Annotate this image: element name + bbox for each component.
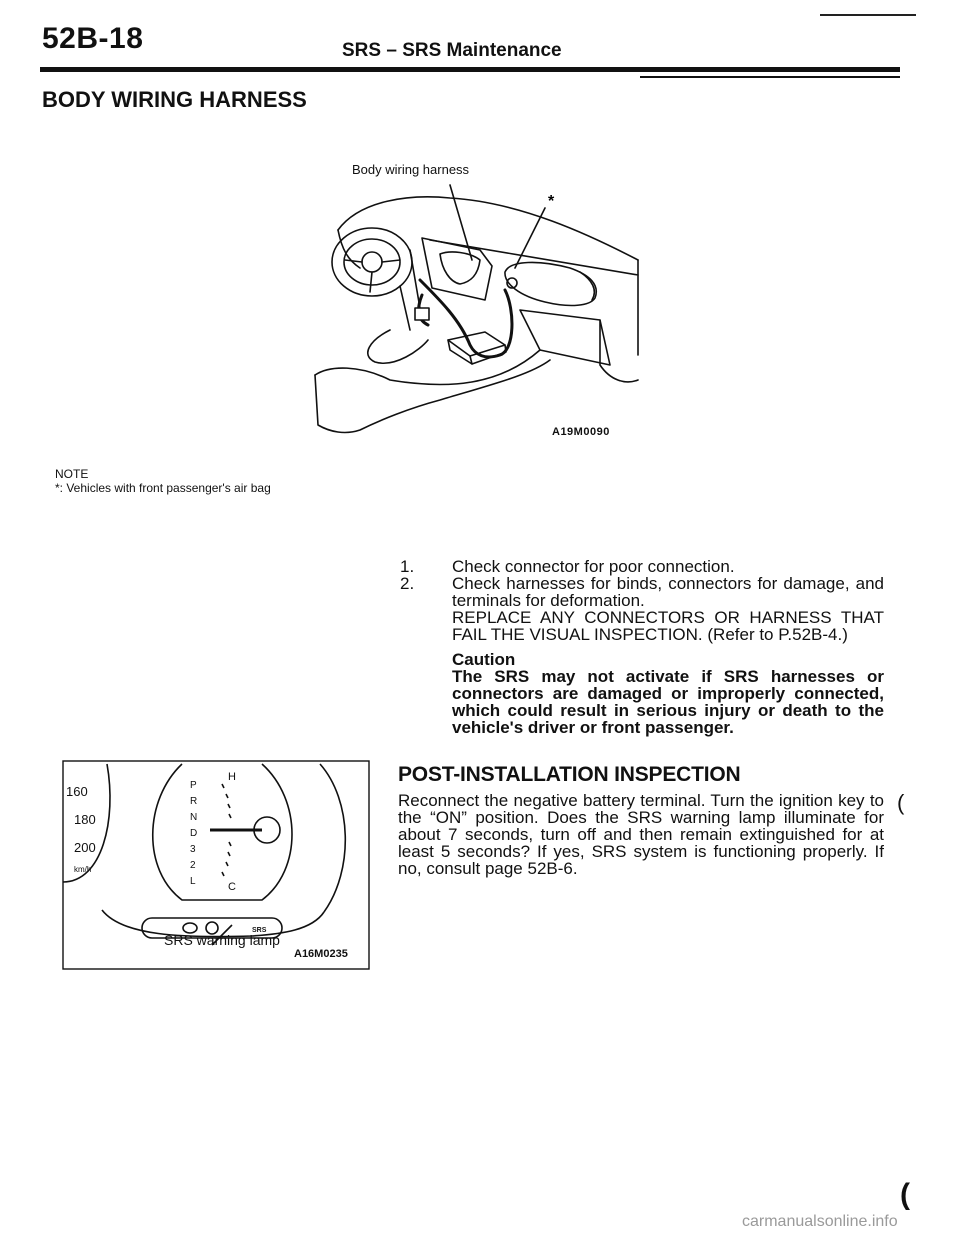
figure1-label: Body wiring harness <box>352 162 470 177</box>
cluster-markings <box>66 771 267 934</box>
speed-mark: 160 <box>66 784 88 799</box>
note-text: *: Vehicles with front passenger's air bag <box>55 481 271 495</box>
inspection-steps <box>398 558 884 736</box>
gear-letter: 2 <box>190 860 196 871</box>
caution-title: Caution <box>452 650 516 669</box>
gear-letter: D <box>190 828 198 839</box>
replace-instruction: REPLACE ANY CONNECTORS OR HARNESS THAT FAIL THE VISUAL INSPECTION. (Refer to P.52B-4.) <box>452 608 884 644</box>
post-installation-title: POST-INSTALLATION INSPECTION <box>398 763 741 786</box>
post-installation-text: Reconnect the negative battery terminal. Turn the ignition key to the “ON” position. Does the SRS warning lamp illuminate for about 7 seconds, turn off and then remain extinguished for at least 5 seconds? If yes, SRS system is functioning properly. If no, consult page 52B-6. <box>398 791 884 878</box>
gear-letter: P <box>190 780 197 791</box>
temp-mark-cold: C <box>228 881 236 893</box>
speed-mark: 200 <box>74 840 96 855</box>
section-title: BODY WIRING HARNESS <box>42 87 307 112</box>
body-wiring-harness-illustration <box>300 180 645 445</box>
figure1-code: A19M0090 <box>552 426 610 438</box>
binding-mark: ( <box>900 1178 910 1211</box>
binding-mark: ( <box>897 790 905 815</box>
figure2-code: A16M0235 <box>294 948 348 960</box>
figure2-label: SRS warning lamp <box>164 932 280 948</box>
step-item <box>398 575 884 609</box>
header-rule <box>40 67 900 72</box>
asterisk-marker: * <box>548 193 555 210</box>
step-text: Check harnesses for binds, connectors for damage, and terminals for deformation. <box>452 574 884 610</box>
gear-letter: N <box>190 812 198 823</box>
step-item <box>398 558 884 575</box>
step-number: 1. <box>400 557 415 576</box>
header-rule-secondary <box>640 76 900 78</box>
temp-mark-hot: H <box>228 771 236 783</box>
speed-mark: 180 <box>74 812 96 827</box>
page-number: 52B-18 <box>42 22 144 55</box>
header-title: SRS – SRS Maintenance <box>342 40 562 61</box>
gear-letter: L <box>190 876 196 887</box>
step-text: Check connector for poor connection. <box>452 557 735 576</box>
step-number: 2. <box>400 574 415 593</box>
scan-edge-line <box>820 14 916 16</box>
caution-block <box>452 651 884 736</box>
speed-unit: km/h <box>74 865 92 874</box>
srs-lamp-text: SRS <box>252 927 267 934</box>
gear-letter: R <box>190 796 198 807</box>
watermark: carmanualsonline.info <box>742 1213 898 1230</box>
caution-text: The SRS may not activate if SRS harnesses or connectors are damaged or improperly connected, which could result in serious injury or death to the vehicle's driver or front passenger. <box>452 667 884 737</box>
gear-letter: 3 <box>190 844 196 855</box>
note-title: NOTE <box>55 467 89 481</box>
